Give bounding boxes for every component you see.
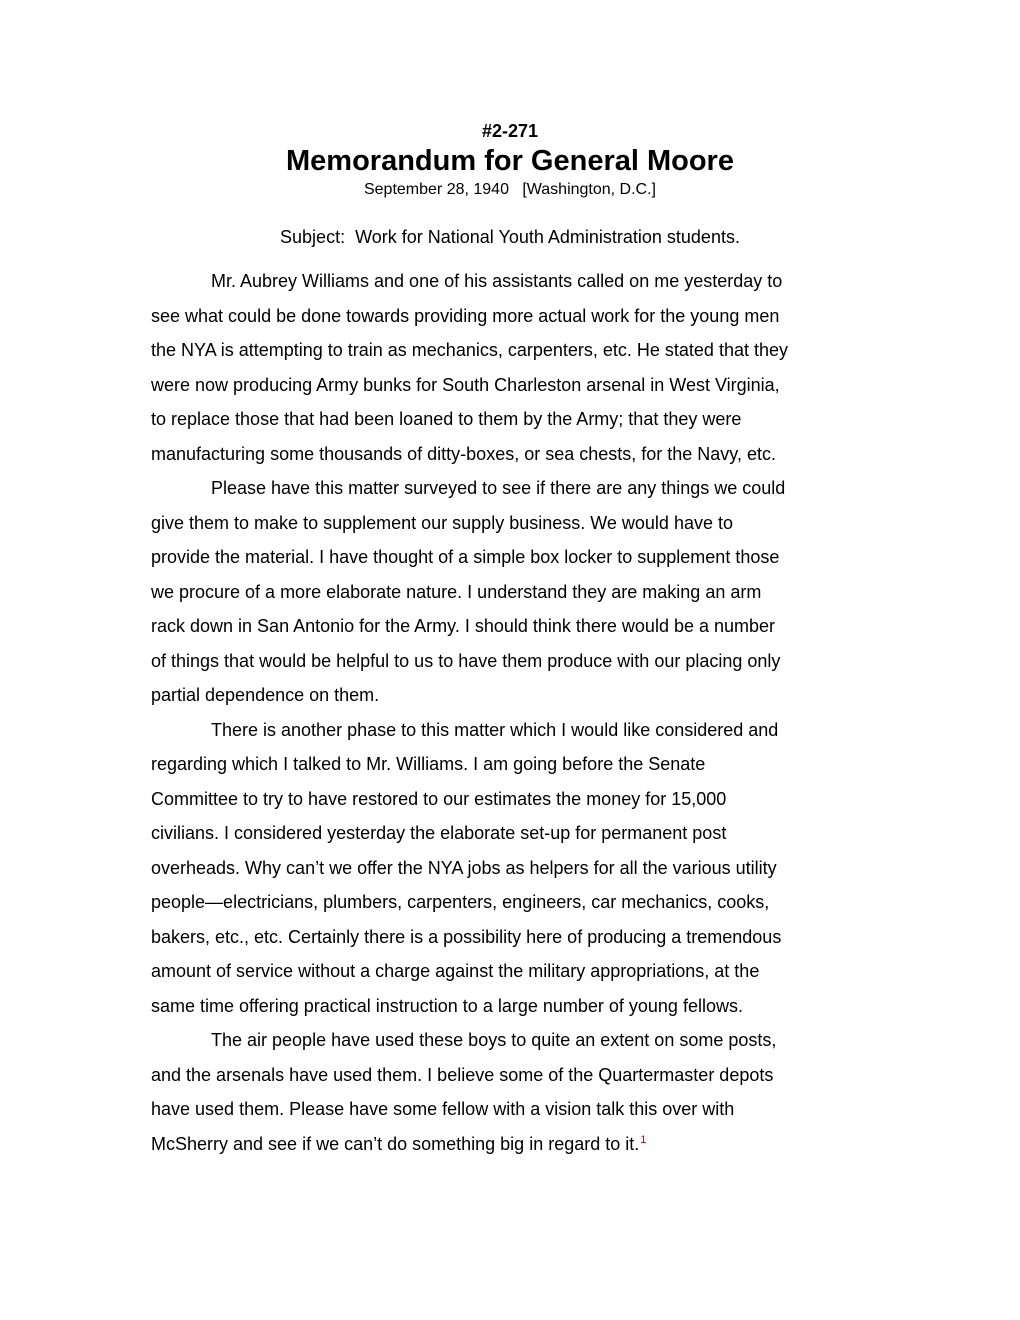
text-line: we procure of a more elaborate nature. I understand they are making an arm: [151, 581, 762, 602]
text-line: provide the material. I have thought of a simple box locker to supplement those: [151, 547, 780, 567]
document-subject: Subject: Work for National Youth Administration students.: [280, 227, 740, 247]
text-line: same time offering practical instruction to a large number of young fellows.: [151, 995, 743, 1016]
text-line: see what could be done towards providing more actual work for the young men: [151, 305, 780, 326]
text-line: Committee to try to have restored to our estimates the money for 15,000: [151, 788, 727, 809]
footnote-reference[interactable]: 1: [640, 1133, 647, 1146]
text-line: give them to make to supplement our supply business. We would have to: [151, 512, 733, 533]
text-line: partial dependence on them.: [151, 685, 380, 705]
text-line: civilians. I considered yesterday the elaborate set-up for permanent post: [151, 823, 727, 843]
text-line: people—electricians, plumbers, carpenters, engineers, car mechanics, cooks,: [151, 892, 770, 912]
text-line: overheads. Why can’t we offer the NYA jobs as helpers for all the various utility: [151, 857, 777, 878]
document-date: September 28, 1940 [Washington, D.C.]: [363, 181, 656, 198]
text-line: to replace those that had been loaned to them by the Army; that they were: [151, 409, 742, 429]
page-title: Memorandum for General Moore: [286, 145, 734, 177]
text-line: manufacturing some thousands of ditty-boxes, or sea chests, for the Navy, etc.: [151, 443, 776, 464]
text-line: rack down in San Antonio for the Army. I should think there would be a number: [151, 616, 776, 636]
text-line: There is another phase to this matter which I would like considered and: [211, 719, 779, 740]
memo-body: [151, 264, 873, 1161]
text-line: amount of service without a charge against the military appropriations, at the: [151, 961, 760, 981]
text-line: McSherry and see if we can’t do something big in regard to it.: [151, 1133, 640, 1154]
text-line: Please have this matter surveyed to see if there are any things we could: [211, 478, 786, 498]
text-line: The air people have used these boys to quite an extent on some posts,: [211, 1030, 777, 1050]
text-line: were now producing Army bunks for South Charleston arsenal in West Virginia,: [151, 374, 780, 395]
text-line: and the arsenals have used them. I believe some of the Quartermaster depots: [151, 1064, 774, 1085]
text-line: Mr. Aubrey Williams and one of his assistants called on me yesterday to: [211, 271, 783, 291]
text-line: of things that would be helpful to us to have them produce with our placing only: [151, 650, 781, 671]
text-line: regarding which I talked to Mr. Williams. I am going before the Senate: [151, 754, 706, 774]
last-text-line: [151, 1127, 873, 1162]
text-line: bakers, etc., etc. Certainly there is a possibility here of producing a tremendous: [151, 926, 782, 947]
text-line: the NYA is attempting to train as mechanics, carpenters, etc. He stated that they: [151, 340, 788, 360]
document-number: #2-271: [481, 121, 539, 141]
text-line: have used them. Please have some fellow with a vision talk this over with: [151, 1099, 735, 1119]
